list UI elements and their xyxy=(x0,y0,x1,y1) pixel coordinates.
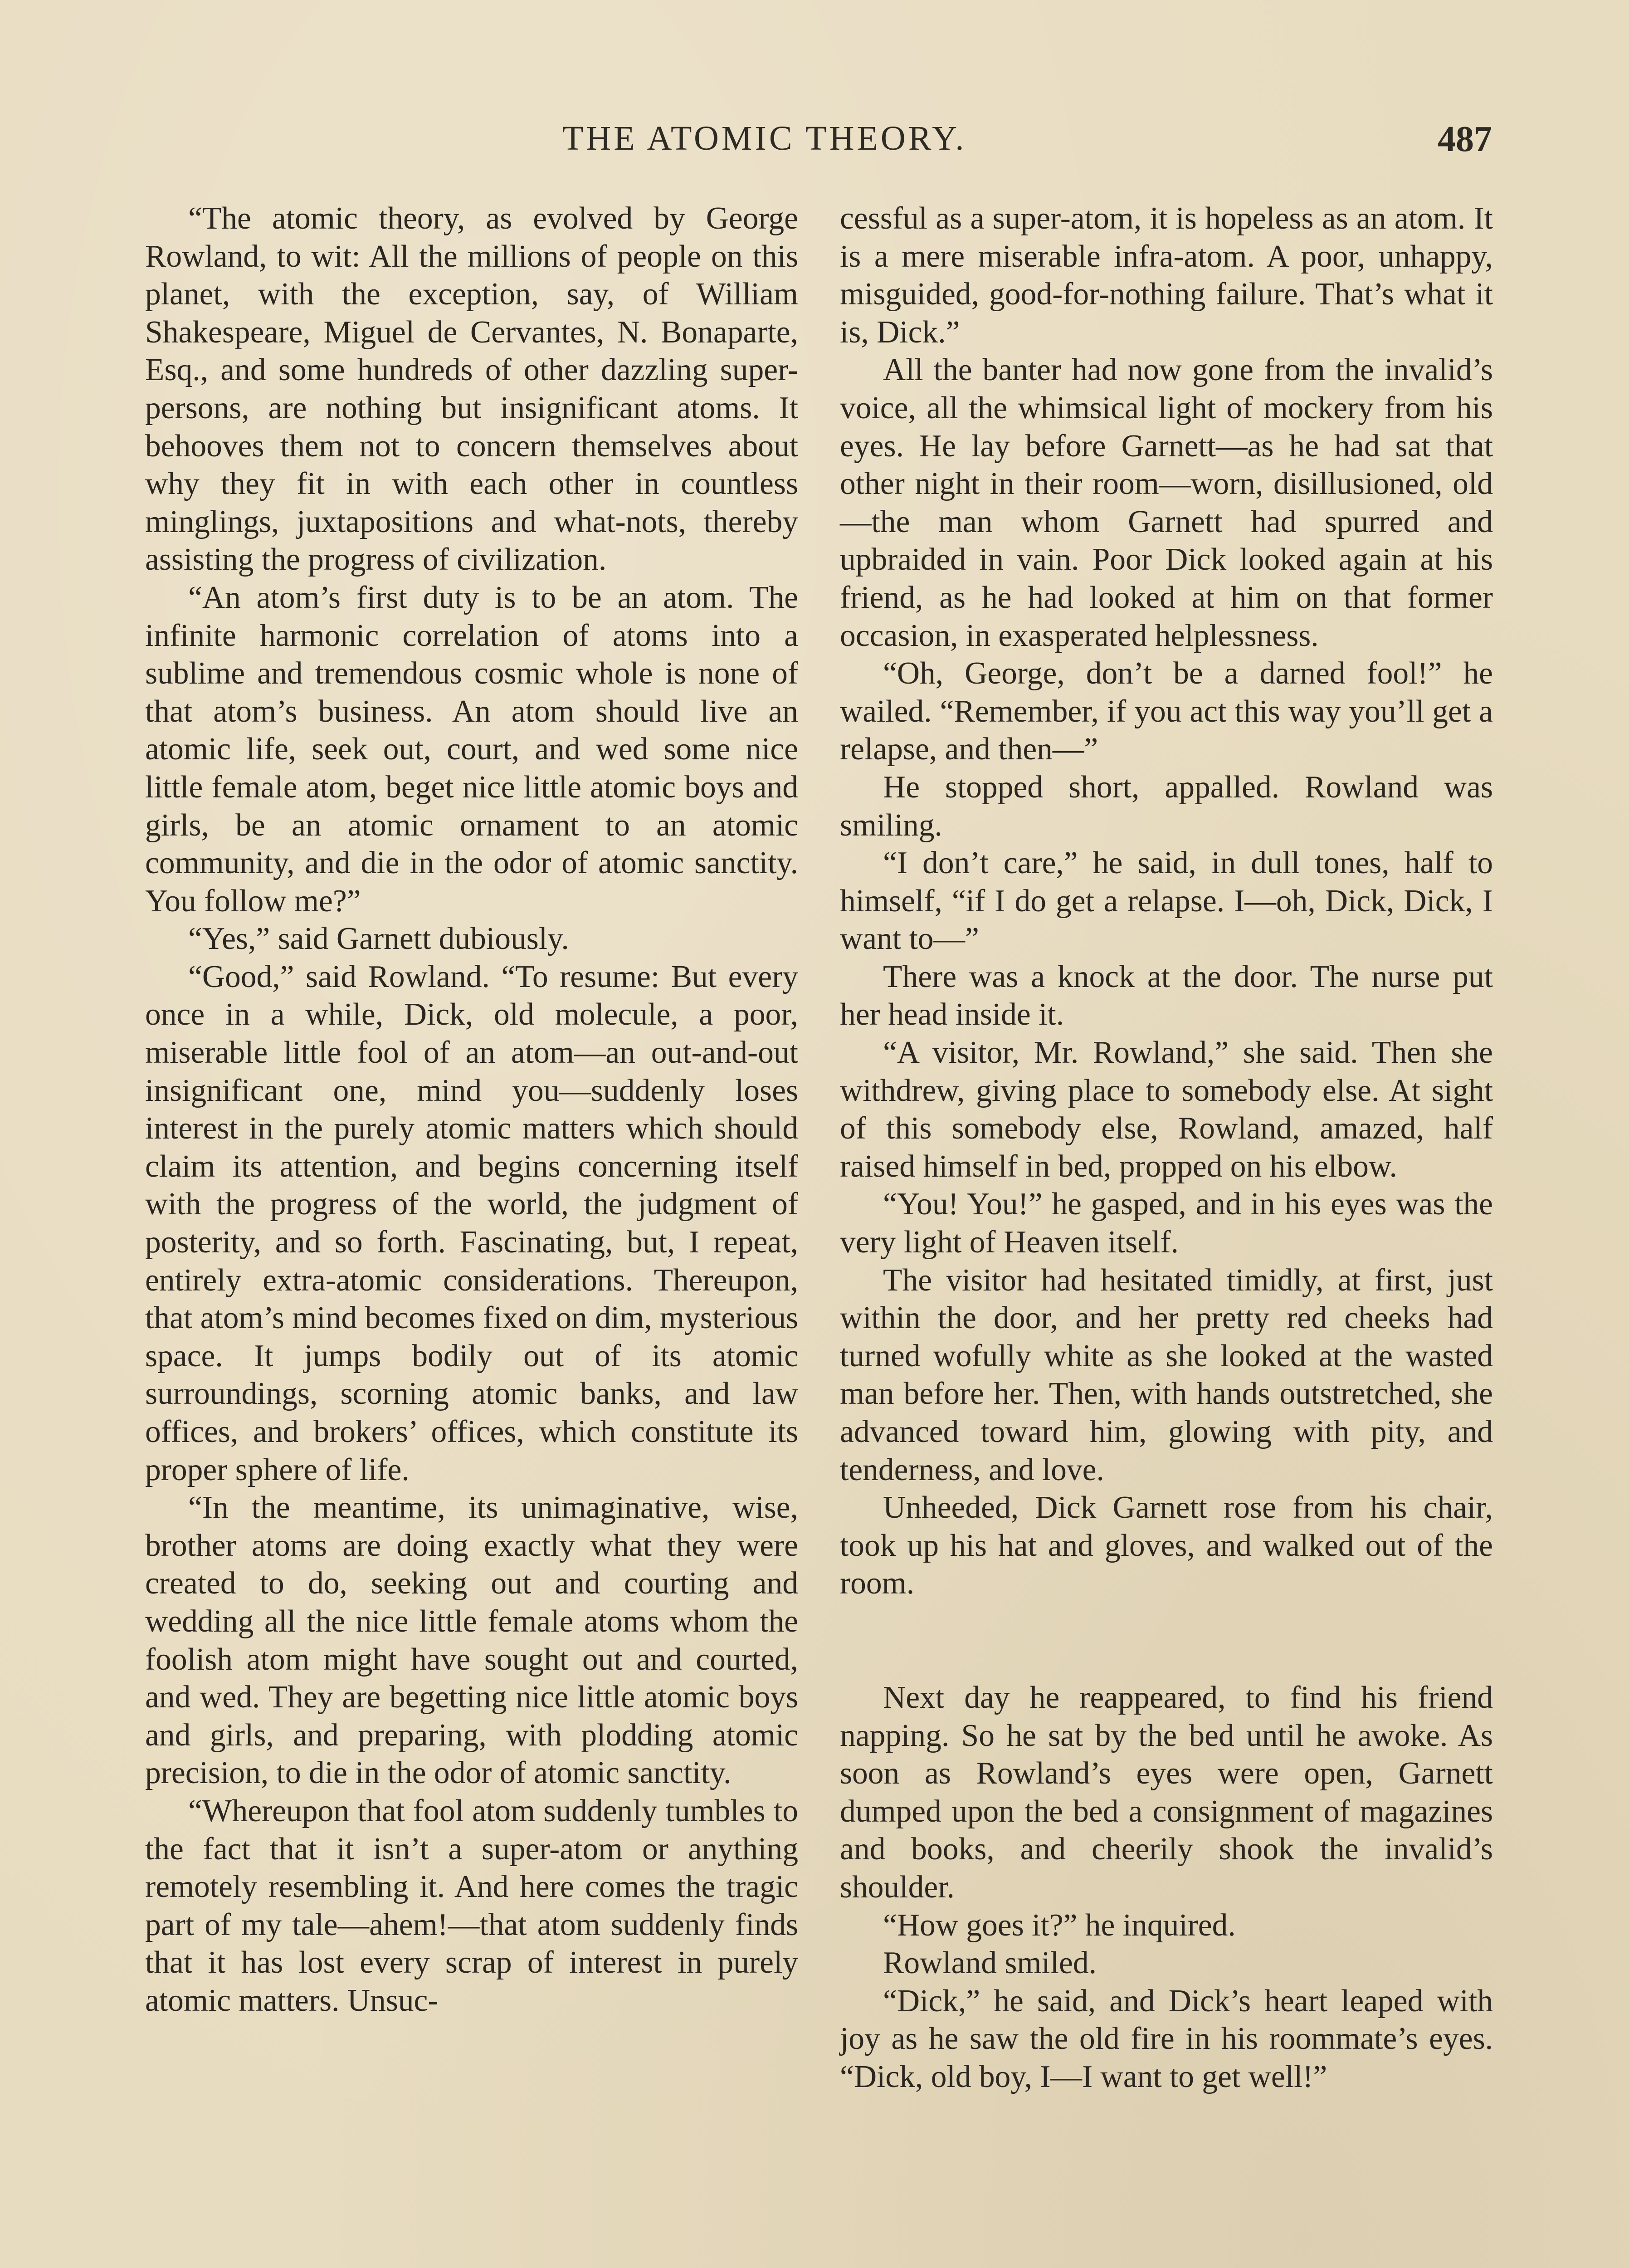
running-head: THE ATOMIC THEORY. xyxy=(562,119,967,157)
paragraph: “I don’t care,” he said, in dull tones, half to himself, “if I do get a relapse. I—oh, Dick, Dick, I want to—” xyxy=(840,846,1493,957)
paragraph: There was a knock at the door. The nurse put her head inside it. xyxy=(840,959,1493,1032)
paragraph: Unheeded, Dick Garnett rose from his chair, took up his hat and gloves, and walked out of the room. xyxy=(840,1490,1493,1601)
paragraph: “The atomic theory, as evolved by George Rowland, to wit: All the millions of people on this planet, with the exception, say, of William Shakespeare, Miguel de Cervantes, N. Bonaparte, Esq., and some hundreds of other dazzling super-persons, are nothing but insignificant atoms. It behooves them not to concern themselves about why they fit in with each other in countless minglings, juxtapositions and what-nots, thereby assisting the progress of civilization. xyxy=(145,201,798,577)
paragraph: “Yes,” said Garnett dubiously. xyxy=(188,921,569,957)
paragraph: “Good,” said Rowland. “To resume: But every once in a while, Dick, old molecule, a poor, miserable little fool of an atom—an out-and-out insignificant one, mind you—suddenly loses interest in the purely atomic matters which should claim its attention, and begins concerning itself with the progress of the world, the judgment of posterity, and so forth. Fascinating, but, I repeat, entirely extra-atomic considerations. Thereupon, that atom’s mind becomes fixed on dim, mysterious space. It jumps bodily out of its atomic surroundings, scorning atomic banks, and law offices, and brokers’ offices, which constitute its proper sphere of life. xyxy=(145,959,798,1487)
paragraph: “You! You!” he gasped, and in his eyes was the very light of Heaven itself. xyxy=(840,1187,1493,1260)
paragraph: All the banter had now gone from the invalid’s voice, all the whimsical light of mockery from his eyes. He lay before Garnett—as he had sat that other night in their room—worn, disillusioned, old—the man whom Garnett had spurred and upbraided in vain. Poor Dick looked again at his friend, as he had looked at him on that former occasion, in exasperated helplessness. xyxy=(840,352,1493,653)
paragraph: “In the meantime, its unimaginative, wise, brother atoms are doing exactly what they were created to do, seeking out and courting and wedding all the nice little female atoms whom the foolish atom might have sought out and courted, and wed. They are begetting nice little atomic boys and girls, and preparing, with plodding atomic precision, to die in the odor of atomic sanctity. xyxy=(145,1490,798,1791)
paragraph: “An atom’s first duty is to be an atom. The infinite harmonic correlation of atoms into a sublime and tremendous cosmic whole is none of that atom’s business. An atom should live an atomic life, seek out, court, and wed some nice little female atom, beget nice little atomic boys and girls, be an atomic ornament to an atomic community, and die in the odor of atomic sanctity. You follow me?” xyxy=(145,580,798,919)
paragraph: “A visitor, Mr. Rowland,” she said. Then she withdrew, giving place to somebody else. At sight of this somebody else, Rowland, amazed, half raised himself in bed, propped on his elbow. xyxy=(840,1035,1493,1184)
paragraph: “Oh, George, don’t be a darned fool!” he wailed. “Remember, if you act this way you’ll get a relapse, and then—” xyxy=(840,656,1493,767)
paragraph-continued: cessful as a super-atom, it is hopeless as an atom. It is a mere miserable infra-atom. A poor, unhappy, misguided, good-for-nothing failure. That’s what it is, Dick.” xyxy=(840,201,1493,350)
paragraph: He stopped short, appalled. Rowland was smiling. xyxy=(840,769,1493,843)
left-column xyxy=(145,200,798,2020)
paragraph: “Dick,” he said, and Dick’s heart leaped with joy as he saw the old fire in his roommate’s eyes. “Dick, old boy, I—I want to get well!” xyxy=(840,1983,1493,2094)
right-column xyxy=(840,200,1493,2096)
paragraph: Next day he reappeared, to find his friend napping. So he sat by the bed until he awoke. As soon as Rowland’s eyes were open, Garnett dumped upon the bed a consignment of magazines and books, and cheerily shook the invalid’s shoulder. xyxy=(840,1680,1493,1905)
paragraph: “Whereupon that fool atom suddenly tumbles to the fact that it isn’t a super-atom or anything remotely resembling it. And here comes the tragic part of my tale—ahem!—that atom suddenly finds that it has lost every scrap of interest in purely atomic matters. Unsuc- xyxy=(145,1793,798,2018)
paragraph: “How goes it?” he inquired. xyxy=(883,1907,1236,1943)
paragraph: Rowland smiled. xyxy=(883,1945,1097,1981)
page-number: 487 xyxy=(1438,119,1492,159)
paragraph: The visitor had hesitated timidly, at first, just within the door, and her pretty red cheeks had turned wofully white as she looked at the wasted man before her. Then, with hands outstretched, she advanced toward him, glowing with pity, and tenderness, and love. xyxy=(840,1262,1493,1487)
